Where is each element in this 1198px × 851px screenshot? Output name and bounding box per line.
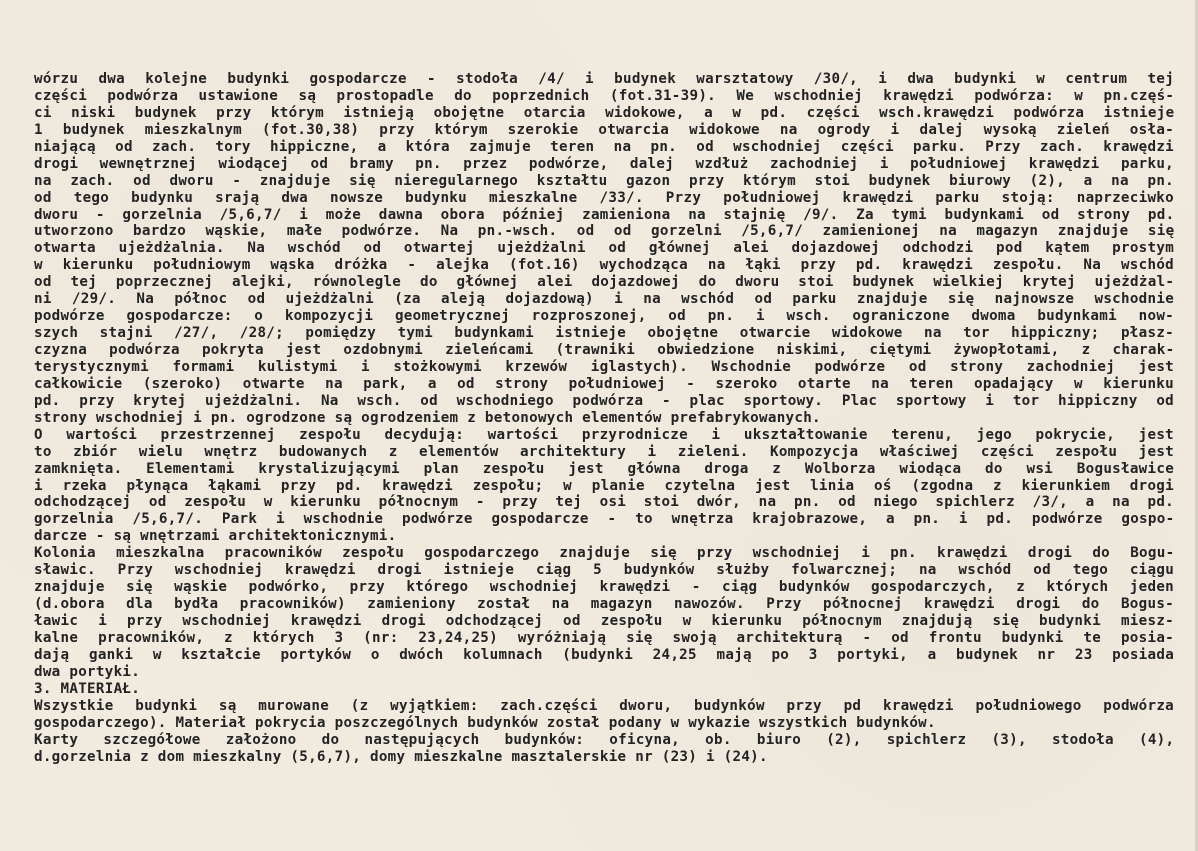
text-line: drogi wewnętrznej wiodącej od bramy pn. przez podwórze, dalej wzdłuż zachodniej i południowej krawędzi parku, (34, 155, 1174, 172)
text-line: dają ganki w kształcie portyków o dwóch kolumnach (budynki 24,25 mają po 3 portyki, a budynek nr 23 posiada (34, 646, 1174, 663)
text-line: pd. przy krytej ujeżdżalni. Na wsch. od wschodniego podwórza - plac sportowy. Plac sportowy i tor hippiczny od (34, 392, 1174, 409)
text-line: dwa portyki. (34, 663, 141, 680)
text-line: (d.obora dla bydła pracowników) zamieniony został na magazyn nawozów. Przy północnej krawędzi drogi do Bogus- (34, 596, 1174, 613)
text-line: na zach. od dworu - znajduje się nieregularnego kształtu gazon przy którym stoi budynek biurowy (2), a na pn. (34, 172, 1174, 189)
text-line: darcze - są wnętrzami architektonicznymi. (34, 528, 397, 545)
text-line: terystycznymi formami kulistymi i stożkowymi krzewów iglastych). Wschodnie podwórze od strony zachodniej jest (34, 358, 1174, 375)
text-line: szych stajni /27/, /28/; pomiędzy tymi budynkami istnieje obojętne otwarcie widokowe na tor hippiczny; płasz- (34, 325, 1174, 342)
text-line: zamknięta. Elementami krystalizującymi plan zespołu jest główna droga z Wolborza wiodąca do wsi Bogusławice (34, 460, 1174, 477)
text-line: kalne pracowników, z których 3 (nr: 23,24,25) wyróżniają się swoją architekturą - od frontu budynki te posia- (34, 629, 1174, 646)
text-line: ławic i przy wschodniej krawędzi drogi odchodzącej od zespołu w kierunku północnym znajdują się budynki miesz- (34, 613, 1174, 629)
text-line: otwarta ujeżdżalnia. Na wschód od otwartej ujeżdżalni od głównej alei dojazdowej odchodzi pod kątem prostym (34, 240, 1174, 257)
text-line: od tego budynku srają dwa nowsze budynku mieszkalne /33/. Przy południowej krawędzi parku stoją: naprzeciwko (34, 189, 1174, 206)
text-line: ci niski budynek przy którym istnieją obojętne otarcia widokowe, a w pd. części wsch.krawędzi podwórza istnieje (34, 104, 1174, 121)
text-line: w kierunku południowym wąska dróżka - alejka (fot.16) wychodząca na łąki przy pd. krawędzi zespołu. Na wschód (34, 257, 1174, 274)
text-line: to zbiór wielu wnętrz budowanych z elementów architektury i zieleni. Kompozycja właściwej części zespołu jest (34, 443, 1174, 460)
text-line: gorzelnia /5,6,7/. Park i wschodnie podwórze gospodarcze - to wnętrza krajobrazowe, a pn. i pd. podwórze gospo- (34, 511, 1174, 528)
text-line: czyzna podwórza pokryta jest ozdobnymi zieleńcami (trawniki obwiedzione niskimi, ciętymi żywopłotami, z charak- (34, 342, 1174, 358)
text-line: i rzeka płynąca łąkami przy pd. krawędzi zespołu; w planie czytelna jest linia oś (zgodna z kierunkiem drogi (34, 477, 1174, 494)
text-line: podwórze gospodarcze: o kompozycji geometrycznej rozproszonej, od pn. i wsch. ograniczone dwoma budynkami now- (34, 308, 1174, 325)
text-line: Karty szczegółowe założono do następujących budynków: oficyna, ob. biuro (2), spichlerz (3), stodoła (4), (34, 731, 1174, 748)
text-line: sławic. Przy wschodniej krawędzi drogi istnieje ciąg 5 budynków służby folwarcznej; na wschód od tego ciągu (34, 562, 1174, 579)
text-line: wórzu dwa kolejne budynki gospodarcze - stodoła /4/ i budynek warsztatowy /30/, i dwa budynki w centrum tej (34, 71, 1174, 87)
text-line: O wartości przestrzennej zespołu decydują: wartości przyrodnicze i ukształtowanie terenu, jego pokrycie, jest (34, 426, 1174, 443)
text-line: całkowicie (szeroko) otwarte na park, a od strony południowej - szeroko otarte na teren opadający w kierunku (34, 375, 1174, 392)
text-line: od tej poprzecznej alejki, równolegle do głównej alei dojazdowej do dworu stoi budynek wielkiej krytej ujeżdżal- (34, 274, 1174, 291)
text-line: Kolonia mieszkalna pracowników zespołu gospodarczego znajduje się przy wschodniej i pn. krawędzi drogi do Bogu- (34, 545, 1174, 562)
text-line: gospodarczego). Materiał pokrycia poszczególnych budynków został podany w wykazie wszystkich budynków. (34, 714, 936, 731)
text-line: odchodzącej od zespołu w kierunku północnym - przy tej osi stoi dwór, na pn. od niego spichlerz /3/, a na pd. (34, 494, 1174, 511)
text-line: niającą od zach. tory hippiczne, a która zajmuje teren na pn. od wschodniej części parku. Przy zach. krawędzi (34, 138, 1174, 155)
text-line: znajduje się wąskie podwórko, przy którego wschodniej krawędzi - ciąg budynków gospodarczych, z których jeden (34, 579, 1174, 596)
text-line: 1 budynek mieszkalnym (fot.30,38) przy którym szerokie otwarcia widokowe na ogrody i dalej wysoką zieleń osła- (34, 121, 1174, 138)
text-line: Wszystkie budynki są murowane (z wyjątkiem: zach.części dworu, budynków przy pd krawędzi południowego podwórza (34, 697, 1174, 714)
text-line: części podwórza ustawione są prostopadle do poprzednich (fot.31-39). We wschodniej krawędzi podwórza: w pn.częś- (34, 87, 1174, 104)
text-line: dworu - gorzelnia /5,6,7/ i może dawna obora później zamieniona na stajnię /9/. Za tymi budynkami od strony pd. (34, 206, 1174, 223)
text-line: d.gorzelnia z dom mieszkalny (5,6,7), domy mieszkalne masztalerskie nr (23) i (24). (34, 748, 768, 765)
text-line: strony wschodniej i pn. ogrodzone są ogrodzeniem z betonowych elementów prefabrykowanych. (34, 409, 821, 426)
text-line: utworzono bardzo wąskie, małe podwórze. Na pn.-wsch. od od gorzelni /5,6,7/ zamienionej na magazyn znajduje się (34, 223, 1174, 240)
typewritten-text (34, 71, 1174, 765)
section-heading: 3. MATERIAŁ. (34, 680, 141, 697)
text-line: ni /29/. Na północ od ujeżdżalni (za aleją dojazdową) i na wschód od parku znajduje się najnowsze wschodnie (34, 291, 1174, 308)
